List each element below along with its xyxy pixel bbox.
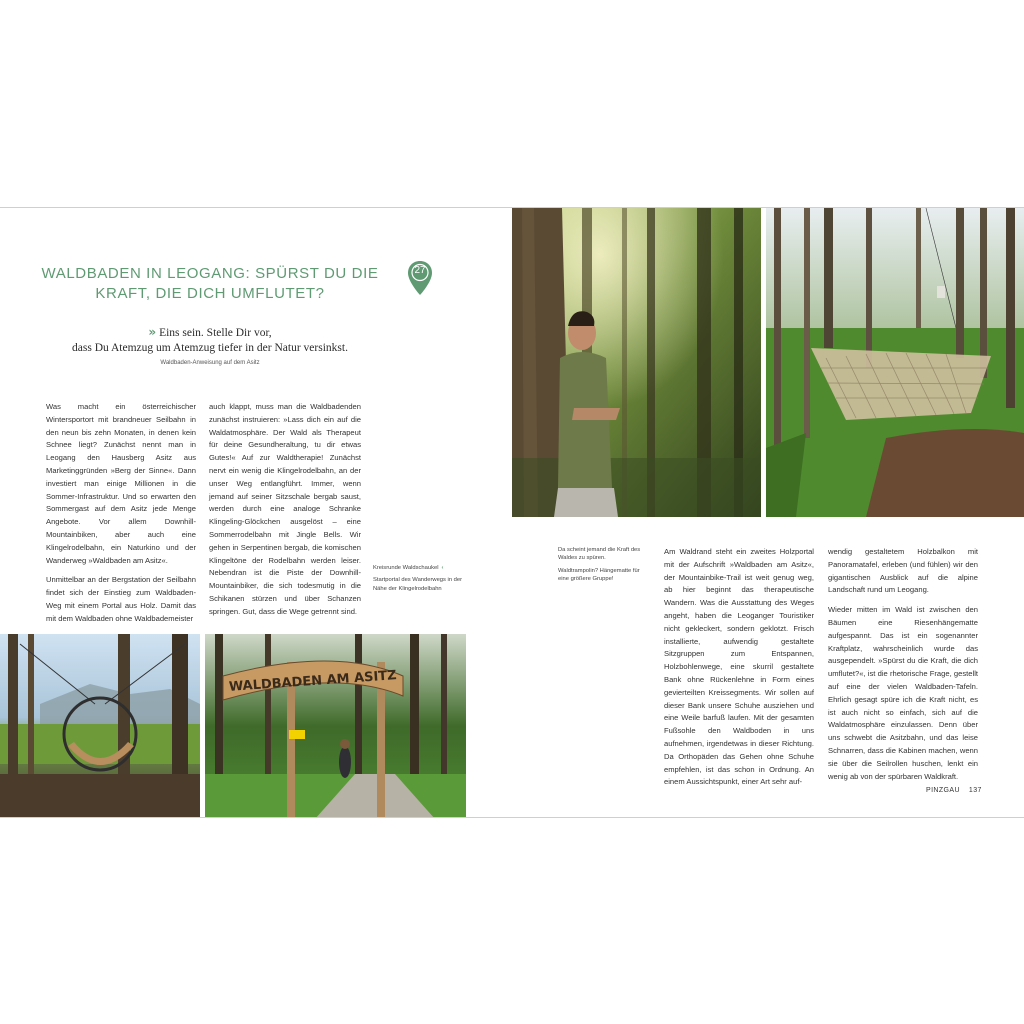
paragraph: auch klappt, muss man die Waldbadenden zunächst instruieren: »Lass dich ein auf die Waldatmosphäre. Der Wald als Therapeut für deine Gesundheraltung, tu dir etwas Gutes!« Auf zur Waldtherapie! Zunächst nervt ein wenig die Klingelrodelbahn, an der unser Weg entlangführt. Immer, wenn jemand auf seiner Sitzschale bergab saust, werden durch eine analoge Schranke Klingeling-Glöckchen ausgelöst – eine Sommerrodelbahn mit Jingle Bells. Wir gehen in Serpentinen bergab, die komischen Klingeltöne der Rodelbahn werden leiser. Nebendran ist die Piste der Downhill-Mountainbiker, die sich todesmutig in die Schikanen stürzen und über Schanzen springen. Gut, dass die Wege getrennt sind. — [209, 402, 361, 616]
photo-waldbaden-sign-portal — [205, 634, 466, 818]
caption-right — [558, 546, 648, 587]
section-name: PINZGAU — [926, 787, 960, 794]
caption-arrow-icon: ‹ — [441, 565, 444, 571]
quote-line-1: Eins sein. Stelle Dir vor, — [159, 327, 272, 339]
body-column-2 — [209, 401, 361, 626]
quote-source: Waldbaden-Anweisung auf dem Asitz — [160, 360, 260, 366]
body-column-3 — [664, 546, 814, 796]
caption-man: Da scheint jemand die Kraft des Waldes zu spüren. — [558, 547, 641, 562]
paragraph: Wieder mitten im Wald ist zwischen den Bäumen eine Riesenhängematte aufgespannt. Das ist ein sogenannter Kraftplatz, wahrscheinlich wurde das ausgependelt. »Spürst du die Kraft, die dich umflutet?«, ist die rhetorische Frage, gestellt auf eine der vielen Waldbaden-Tafeln. Ehrlich gesagt spüre ich die Kraft nicht, es ist auch nicht so einfach, sich auf die Waldatmosphäre einzulassen. Denn über uns schwebt die Asitzbahn, und das leise Schnarren, dass die Kabinen machen, wenn sie über die Seilrollen huschen, lenkt ein wenig ab von der spürbaren Waldkraft. — [828, 605, 978, 781]
quote-line-2: dass Du Atemzug um Atemzug tiefer in der Natur versinkst. — [72, 342, 348, 354]
paragraph: Am Waldrand steht ein zweites Holzportal mit der Aufschrift »Waldbaden am Asitz«, der Mountainbike-Trail ist weit genug weg, ab hier beginnt das therapeutische Wandern. Was die Ausstattung des Weges angeht, haben die Leoganger Touristiker nicht gekleckert, sondern geklotzt. Frisch installierte, aufwendig gestaltete Sitzgruppen zum Entspannen, Holzbohlenwege, eine skurril gestaltete Bank ohne Rückenlehne in Form eines gevierteilten Kreissegments. Wir sollen auf dieser Bank unsere Schuhe ausziehen und eine Weile barfuß laufen. Mit der gesamten Fußsohle den Waldboden in uns aufnehmen, irgendetwas in dieser Richtung. Da Orthopäden das Gehen ohne Schuhe empfehlen, ist das schon in Ordnung. An einem Aussichtspunkt, einer Art sehr auf- — [664, 547, 814, 787]
location-pin-icon — [407, 260, 433, 296]
article-number: 27 — [414, 265, 426, 276]
body-column-1 — [46, 401, 196, 633]
pull-quote — [40, 325, 380, 356]
caption-portal: Startportal des Wanderwegs in der Nähe der Klingelrodelbahn — [373, 577, 463, 592]
page-number: 137 — [968, 787, 982, 794]
page-folio — [926, 787, 982, 794]
caption-net: Waldtrampolin? Hängematte für eine größere Gruppe! — [558, 567, 640, 582]
caption-swing: Kreisrunde Waldschaukel — [373, 565, 439, 571]
double-chevron-icon: » — [148, 325, 157, 339]
paragraph: Was macht ein österreichischer Wintersportort mit brandneuer Seilbahn in den neun bis zehn Monaten, in denen kein Schnee liegt? Zunächst nennt man in Leogang den Hausberg Asitz aus Marketinggründen »Berg der Sinne«. Dann investiert man einige Millionen in die Sommer-Infrastruktur. Und so erwarten den Sommergast auf dem Asitz jede Menge Angebote. Vor allem Downhill-Mountainbiken, aber auch eine Klingelrodelbahn, ein Naturkino und der Wanderweg »Waldbaden am Asitz«. — [46, 402, 196, 565]
body-column-4 — [828, 546, 978, 790]
paragraph: Unmittelbar an der Bergstation der Seilbahn findet sich der Einstieg zum Waldbaden-Weg mit einem Portal aus Holz. Damit das mit dem Waldbaden ohne Waldbademeister — [46, 575, 196, 623]
article-title: WALDBADEN IN LEOGANG: SPÜRST DU DIE KRAFT, DIE DICH UMFLUTET? — [41, 265, 379, 302]
paragraph: wendig gestaltetem Holzbalkon mit Panoramatafel, erleben (und fühlen) wir den gigantischen Ausblick auf die alpine Landschaft rund um Leogang. — [828, 547, 978, 595]
caption-left — [373, 564, 463, 597]
photo-man-leaning-on-tree — [512, 208, 761, 517]
sign-text: WALDBADEN AM ASITZ — [228, 668, 398, 695]
book-spread — [0, 207, 1024, 818]
photo-round-forest-swing — [0, 634, 200, 818]
photo-forest-hammock-net — [766, 208, 1024, 517]
